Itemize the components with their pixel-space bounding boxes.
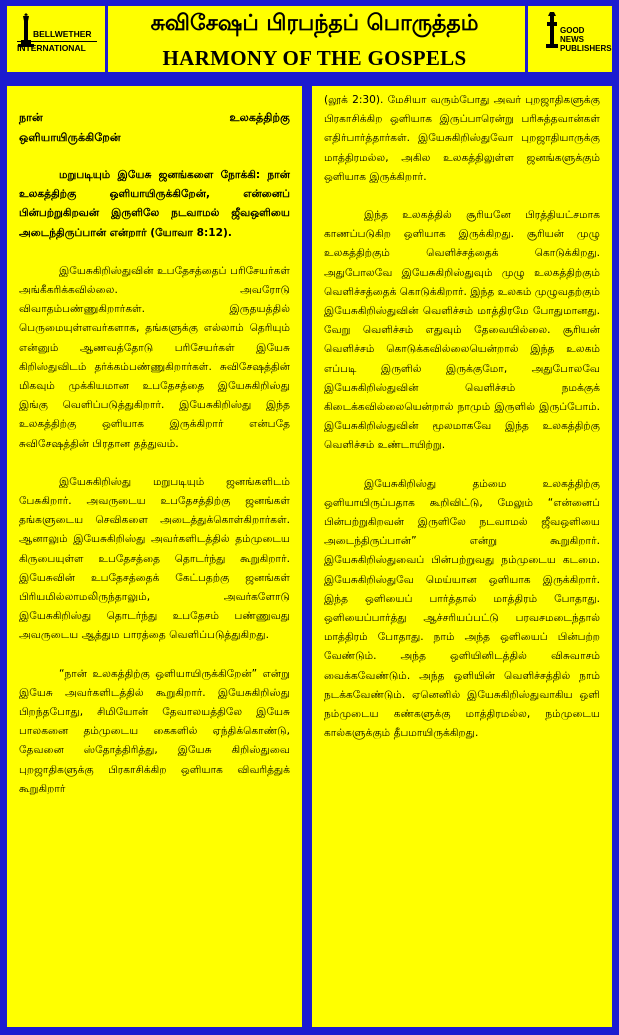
article-heading bbox=[19, 108, 290, 147]
header-divider-right bbox=[525, 6, 528, 72]
intro-verse: மறுபடியும் இயேசு ஜனங்களை நோக்கி: நான் உலகத்திற்கு ஒளியாயிருக்கிறேன், என்னைப் பின்பற்றுகிறவன் இருளிலே நடவாமல் ஜீவஒளியை அடைந்திருப்பான் என்றார் (யோவா 8:12). bbox=[19, 169, 290, 239]
bellwether-lamp-icon bbox=[13, 12, 97, 68]
paragraph: “நான் உலகத்திற்கு ஒளியாயிருக்கிறேன்” என்று இயேசு அவர்களிடத்தில் கூறுகிறார். இயேசுகிறிஸ்து பிறந்தபோது, சிமியோன் தேவாலயத்திலே இயேசு பாலகனை தம்முடைய கைகளில் ஏந்திக்கொண்டு, தேவனை ஸ்தோத்திரித்து, இயேசு கிறிஸ்துவை புறஜாதிகளுக்கு பிரகாசிக்கிற ஒளியாக விவரித்துக் கூறுகிறார் bbox=[19, 667, 290, 795]
logo-left-line2: INTERNATIONAL bbox=[17, 43, 86, 53]
right-column bbox=[312, 86, 612, 1027]
logo-right-line1: GOOD NEWS bbox=[560, 26, 585, 44]
logo-divider bbox=[17, 41, 97, 42]
paragraph: இந்த உலகத்தில் சூரியனே பிரத்தியட்சமாக காணப்படுகிற ஒளியாக இருக்கிறது. சூரியன் முழு உலகத்திற்கும் வெளிச்சத்தைக் கொடுக்கிறது. அதுபோலவே இயேசுகிறிஸ்துவும் முழு உலகத்திற்கும் வெளிச்சத்தைக் கொடுக்கிறார். இந்த உலகம் முழுவதற்கும் இயேசுகிறிஸ்துவின் வெளிச்சம் மாத்திரமே போதுமானது. வேறு வெளிச்சம் எதுவும் தேவையில்லை. சூரியன் வெளிச்சம் கொடுக்கவில்லையென்றால் இந்த உலகம் எப்படி இருளில் இருக்குமோ, அதுபோலவே இயேசுகிறிஸ்துவின் வெளிச்சம் நமக்குக் கிடைக்கவில்லையென்றால் நாமும் இருளில் இருப்போம். இயேசுகிறிஸ்துவின் மூலமாகவே இந்த உலகத்திற்கு வெளிச்சம் உண்டாயிற்று. bbox=[324, 209, 600, 452]
good-news-logo bbox=[544, 12, 612, 68]
title-tamil: சுவிசேஷப் பிரபந்தப் பொருத்தம் bbox=[150, 10, 479, 36]
paragraph: (லூக் 2:30). மேசியா வரும்போது அவர் புறஜாதிகளுக்கு பிரகாசிக்கிற ஒளியாக இருப்பாரென்று பரிசுத்தவான்கள் எதிர்பார்த்தார்கள். இயேசுகிறிஸ்துவோ புறஜாதியாருக்கு மாத்திரமல்ல, அகில உலகத்திலுள்ள ஜனங்களுக்கும் ஒளியாக இருக்கிறார். bbox=[324, 94, 600, 183]
header-divider-left bbox=[105, 6, 108, 72]
paragraph: இயேசுகிறிஸ்து மறுபடியும் ஜனங்களிடம் பேசுகிறார். அவருடைய உபதேசத்திற்கு ஜனங்கள் தங்களுடைய செவிகளை அடைத்துக்கொள்கிறார்கள். ஆனாலும் இயேசுகிறிஸ்து அவர்களிடத்தில் தம்முடைய கிருபையுள்ள உபதேசத்தை தொடர்ந்து கூறுகிறார். இயேசுவின் உபதேசத்தைக் கேட்பதற்கு ஜனங்கள் பிரியமில்லாமலிருந்தாலும், அவர்களோடு இயேசுகிறிஸ்து தொடர்ந்து உபதேசம் பண்ணுவது அவருடைய ஆத்தும பாரத்தை வெளிப்படுத்துகிறது. bbox=[19, 475, 290, 642]
bellwether-logo bbox=[13, 12, 97, 68]
heading-line-2: ஒளியாயிருக்கிறேன் bbox=[19, 130, 121, 144]
paragraph: இயேசுகிறிஸ்து தம்மை உலகத்திற்கு ஒளியாயிருப்பதாக கூறிவிட்டு, மேலும் “என்னைப் பின்பற்றுகிறவன் இருளிலே நடவாமல் ஜீவஒளியை அடைந்திருப்பான்” என்று கூறுகிறார். இயேசுகிறிஸ்துவைப் பின்பற்றுவது நம்முடைய கடமை. இயேசுகிறிஸ்துவே மெய்யான ஒளியாக இருக்கிறார். இந்த ஒளியைப் பார்த்தால் மாத்திரம் போதாது. ஒளியைப்பார்த்து ஆச்சரியப்பட்டு பரவசமடைந்தால் மாத்திரம் போதாது. நாம் அந்த ஒளியைப் பின்பற்ற வேண்டும். அந்த ஒளியினிடத்தில் விசுவாசம் வைக்கவேண்டும். அந்த ஒளியின் வெளிச்சத்தில் நாம் நடக்கவேண்டும். ஏனெனில் இயேசுகிறிஸ்துவாகிய ஒளி நம்முடைய கண்களுக்கு மாத்திரமல்ல, நம்முடைய கால்களுக்கும் தீபமாயிருக்கிறது. bbox=[324, 477, 600, 740]
header-banner bbox=[7, 6, 612, 72]
paragraph: இயேசுகிறிஸ்துவின் உபதேசத்தைப் பரிசேயர்கள் அங்கீகரிக்கவில்லை. அவரோடு விவாதம்பண்ணுகிறார்கள். இருதயத்தில் பெருமையுள்ளவர்களாக, தங்களுக்கு எல்லாம் தெரியும் என்னும் ஆணவத்தோடு பரிசேயர்கள் இயேசு கிறிஸ்துவிடம் தர்க்கம்பண்ணுகிறார்கள். சுவிசேஷத்தின் மிகவும் முக்கியமான உபதேசத்தை இயேசுகிறிஸ்து இங்கு வெளிப்படுத்துகிறார். இயேசுகிறிஸ்து இந்த உலகத்திற்கு ஒளியாக இருக்கிறார் என்பதே சுவிசேஷத்தின் பிரதான தத்துவம். bbox=[19, 264, 290, 450]
left-column bbox=[7, 86, 302, 1027]
heading-line-1: நான் உலகத்திற்கு bbox=[19, 111, 290, 124]
title-english: HARMONY OF THE GOSPELS bbox=[162, 46, 467, 70]
logo-left-line1: BELLWETHER bbox=[33, 29, 92, 39]
logo-right-line2: PUBLISHERS bbox=[560, 44, 612, 53]
